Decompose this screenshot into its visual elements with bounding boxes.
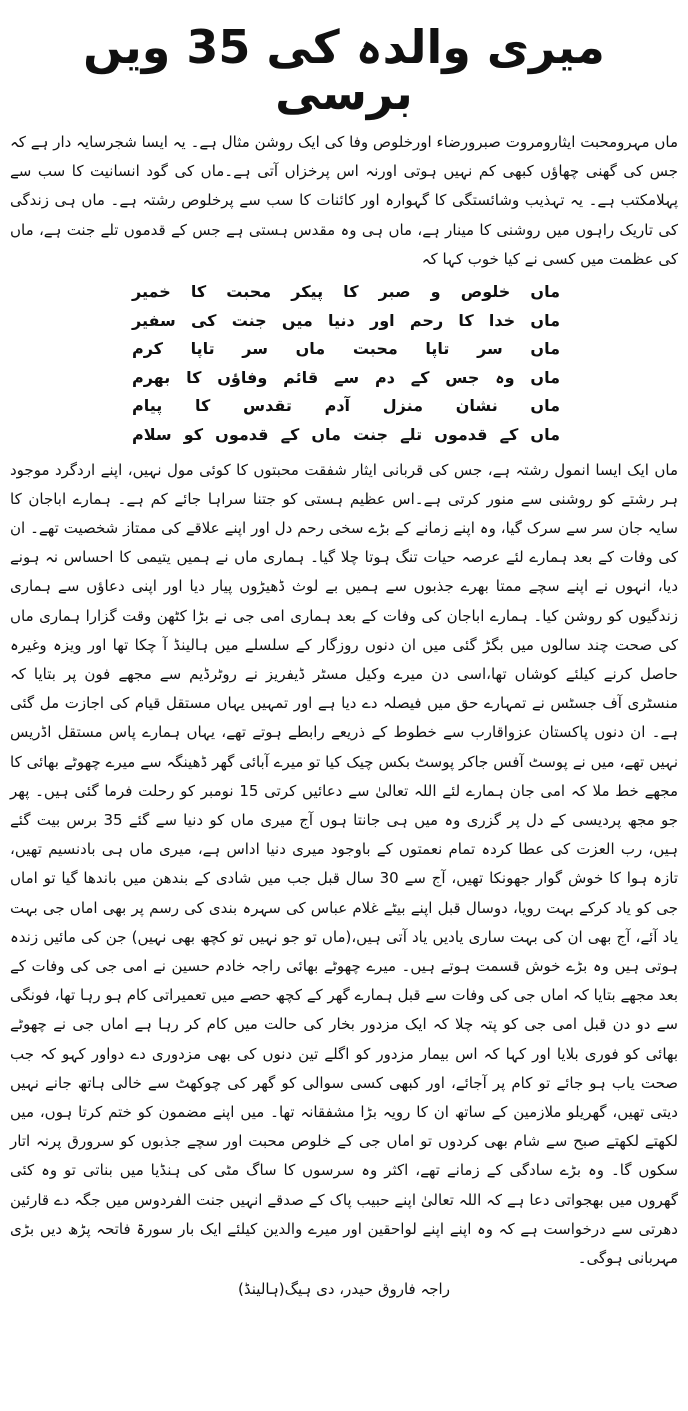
poem-line: ماں سر تاپا محبت ماں سر تاپا کرم bbox=[132, 339, 560, 359]
intro-paragraph: ماں مہرومحبت ایثارومروت صبرورضاء اورخلوص وفا کی ایک روشن مثال ہے۔ یہ ایسا شجرسایہ دار ہے کہ جس کی گھنی چھاؤں کبھی کم نہیں ہوتی اورنہ اس پرخزاں آتی ہے۔ماں کی گود انسانیت کا سب سے پہلامکتب ہے۔ یہ تہذیب وشائستگی کا گہوارہ اور کائنات کا سب سے پرخلوص رشتہ ہے۔ ماں ہی زندگی کی تاریک راہوں میں روشنی کا مینار ہے، ماں ہی وہ مقدس ہستی ہے جس کے قدموں تلے جنت ہے، ماں کی عظمت میں کسی نے کیا خوب کہا کہ bbox=[10, 133, 678, 268]
poem-line: ماں خدا کا رحم اور دنیا میں جنت کی سفیر bbox=[132, 310, 560, 330]
author-signature: راجہ فاروق حیدر، دی ہیگ(ہالینڈ) bbox=[238, 1280, 450, 1299]
article-title: میری والدہ کی 35 ویں برسی bbox=[83, 20, 605, 120]
poem bbox=[10, 278, 678, 450]
poem-line: ماں نشان منزل آدم تقدس کا پیام bbox=[132, 396, 560, 416]
poem-line: ماں خلوص و صبر کا پیکر محبت کا خمیر bbox=[132, 282, 560, 302]
body-paragraph: ماں ایک ایسا انمول رشتہ ہے، جس کی قربانی ایثار شفقت محبتوں کا کوئی مول نہیں، اپنے اردگرد موجود ہر رشتے کو روشنی سے منور کرتی ہے۔اس عظیم ہستی کو جتنا سراہا جائے کم ہے۔ ہمارے اباجان کا سایہ جان سر سے سرک گیا، وہ اپنے زمانے کے بڑے سخی رحم دل اور اپنے علاقے کی ممتاز شخصیت تھے۔ ان کی وفات کے بعد ہمارے لئے عرصہ حیات تنگ ہوتا چلا گیا۔ ہماری ماں نے ہمیں یتیمی کا احساس نہ ہونے دیا، انہوں نے اپنے سچے ممتا بھرے جذبوں سے ہمیں بے لوث ڈھیڑوں پیار دیا اور اپنی دعاؤں سے ہماری زندگیوں کو روشن کیا۔ ہمارے اباجان کی وفات کے بعد ہماری امی جی نے بڑا کٹھن وقت گزارا ہماری ماں کی صحت چند سالوں میں بگڑ گئی میں ان دنوں روزگار کے سلسلے میں ہالینڈ آ چکا تھا اور ویزہ وغیرہ حاصل کرنے کیلئے کوشاں تھا،اسی دن میرے وکیل مسٹر ڈیفریز نے روٹرڈیم سے مجھے فون پر بتایا کہ منسٹری آف جسٹس نے تمہارے حق میں فیصلہ دے دیا ہے اور تمہیں یہاں مستقل قیام کی اجازت مل گئی ہے۔ ان دنوں پاکستان عزواقارب سے خطوط کے ذریعے رابطے ہوتے تھے، یہاں ہمارے پاس مستقل اڈریس نہیں تھے، میں نے پوسٹ آفس جاکر پوسٹ بکس چیک کیا تو میرے آبائی گھر ڈھینگہ سے میرے چھوٹے بھائی کا مجھے خط ملا کہ امی جان ہمارے لئے اللہ تعالیٰ سے دعائیں کرتی 15 نومبر کو رحلت فرما گئی ہیں۔ پھر جو مجھ پردیسی کے دل پر گزری وہ میں ہی جانتا ہوں آج میری ماں کو دنیا سے گئے 35 برس بیت گئے ہیں، رب العزت کی عطا کردہ تمام نعمتوں کے باوجود میری دنیا اداس ہے، میری ماں ہی بادنسیم تھیں، تازہ ہوا کا خوش گوار جھونکا تھیں، آج سے 30 سال قبل جب میں شادی کے بندھن میں باندھا گیا تو اماں جی کو یاد کرکے بہت رویا، دوسال قبل اپنے بیٹے غلام عباس کی سہرہ بندی کی رسم پر بھی اماں جی بہت یاد آئے، آج بھی ان کی بہت ساری یادیں یاد آتی ہیں،(ماں تو جو نہیں تو کچھ بھی نہیں) جن کی مائیں زندہ ہوتی ہیں وہ بڑے خوش قسمت ہوتے ہیں۔ میرے چھوٹے بھائی راجہ خادم حسین نے امی جی کی وفات کے بعد مجھے بتایا کہ اماں جی کی وفات سے قبل ہمارے گھر کے کچھ حصے میں تعمیراتی کام ہو رہا تھا، فونگی سے دو دن قبل امی جی کو پتہ چلا کہ ایک مزدور بخار کی حالت میں کام کر رہا ہے اماں جی نے چھوٹے بھائی کو فوری بلایا اور کہا کہ اس بیمار مزدور کو اگلے تین دنوں کی بھی مزدوری دے دواور کہو کہ جب صحت یاب ہو جائے تو کام پر آجائے، اور کبھی کسی سوالی کو گھر کی چوکھٹ سے خالی ہاتھ جانے نہیں دیتی تھیں، گھریلو ملازمین کے ساتھ ان کا رویہ بڑا مشفقانہ تھا۔ میں اپنے مضمون کو ختم کرتا ہوں، میں لکھتے لکھتے صبح سے شام بھی کردوں تو اماں جی کے خلوص محبت اور سچے جذبوں کو سرورق پرنہ اتار سکوں گا۔ وہ بڑے سادگی کے زمانے تھے، اکثر وہ سرسوں کا ساگ مٹی کی ہنڈیا میں بناتی تو وہ کئی گھروں میں بھجواتی دعا ہے کہ اللہ تعالیٰ اپنے حبیب پاک کے صدقے انہیں جنت الفردوس میں جگہ دے قارئین دھرتی سے درخواست ہے کہ وہ اپنے اپنے لواحقین اور میرے والدین کیلئے ایک بار سورۃ فاتحہ پڑھ دیں بڑی مہربانی ہوگی۔ bbox=[10, 460, 679, 1268]
poem-line: ماں وہ جس کے دم سے قائم وفاؤں کا بھرم bbox=[132, 367, 560, 387]
poem-line: ماں کے قدموں تلے جنت ماں کے قدموں کو سلام bbox=[132, 424, 560, 444]
